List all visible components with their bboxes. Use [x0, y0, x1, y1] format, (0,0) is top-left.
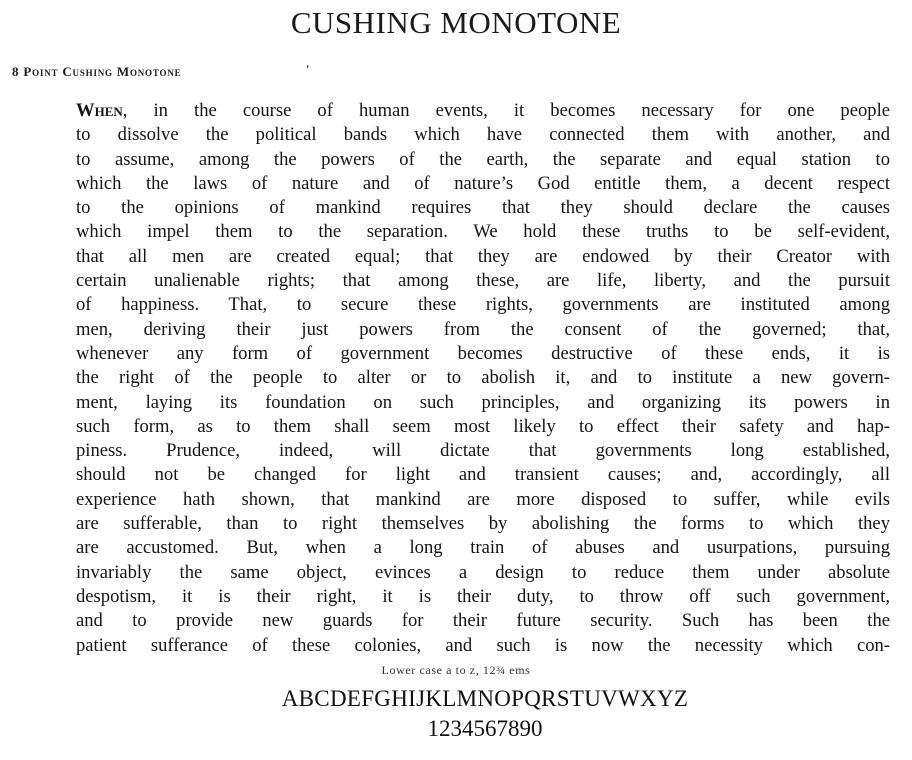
specimen-line-17: experience hath shown, that mankind are more disposed to suffer, while evils — [76, 488, 890, 510]
specimen-line-8: certain unalienable rights; that among these, are life, liberty, and the pursuit — [76, 270, 890, 292]
stray-mark: ' — [306, 62, 310, 76]
specimen-line-11: whenever any form of government becomes destructive of these ends, it is — [76, 342, 890, 364]
lead-word: When — [76, 100, 123, 121]
specimen-line-4: which the laws of nature and of nature’s God entitle them, a decent respect — [76, 172, 890, 194]
lowercase-measure-note: Lower case a to z, 12¾ ems — [381, 663, 531, 677]
numerals: 1234567890 — [427, 716, 543, 741]
specimen-line-10: men, deriving their just powers from the consent of the governed; that, — [76, 318, 890, 340]
specimen-line-5: to the opinions of mankind requires that they should declare the causes — [76, 197, 890, 219]
specimen-line-12: the right of the people to alter or to abolish it, and to institute a new govern- — [76, 367, 890, 389]
specimen-line-3: to assume, among the powers of the earth, the separate and equal station to — [76, 148, 890, 170]
specimen-line-2: to dissolve the political bands which have connected them with another, and — [76, 124, 890, 146]
specimen-line-13: ment, laying its foundation on such principles, and organizing its powers in — [76, 391, 890, 413]
page-title: CUSHING MONOTONE — [290, 5, 622, 40]
specimen-line-15: piness. Prudence, indeed, will dictate that governments long established, — [76, 440, 890, 462]
specimen-line-20: invariably the same object, evinces a design to reduce them under absolute — [76, 561, 890, 583]
specimen-line-19: are accustomed. But, when a long train of abuses and usurpations, pursuing — [76, 537, 890, 559]
specimen-line-23: patient sufferance of these colonies, and such is now the necessity which con- — [76, 634, 890, 656]
uppercase-alphabet: ABCDEFGHIJKLMNOPQRSTUVWXYZ — [281, 686, 689, 711]
specimen-line-1: When, in the course of human events, it becomes necessary for one people — [76, 100, 890, 121]
specimen-line-7: that all men are created equal; that they are endowed by their Creator with — [76, 245, 890, 267]
specimen-line-6: which impel them to the separation. We hold these truths to be self-evident, — [76, 221, 890, 243]
specimen-paragraph — [76, 99, 890, 658]
specimen-line-16: should not be changed for light and transient causes; and, accordingly, all — [76, 464, 890, 486]
specimen-line-22: and to provide new guards for their future security. Such has been the — [76, 610, 890, 632]
specimen-line-9: of happiness. That, to secure these rights, governments are instituted among — [76, 294, 890, 316]
specimen-line-21: despotism, it is their right, it is their duty, to throw off such government, — [76, 585, 890, 607]
specimen-size-label: 8 Point Cushing Monotone — [12, 64, 182, 79]
specimen-line-18: are sufferable, than to right themselves by abolishing the forms to which they — [76, 513, 890, 535]
specimen-line-14: such form, as to them shall seem most likely to effect their safety and hap- — [76, 415, 890, 437]
